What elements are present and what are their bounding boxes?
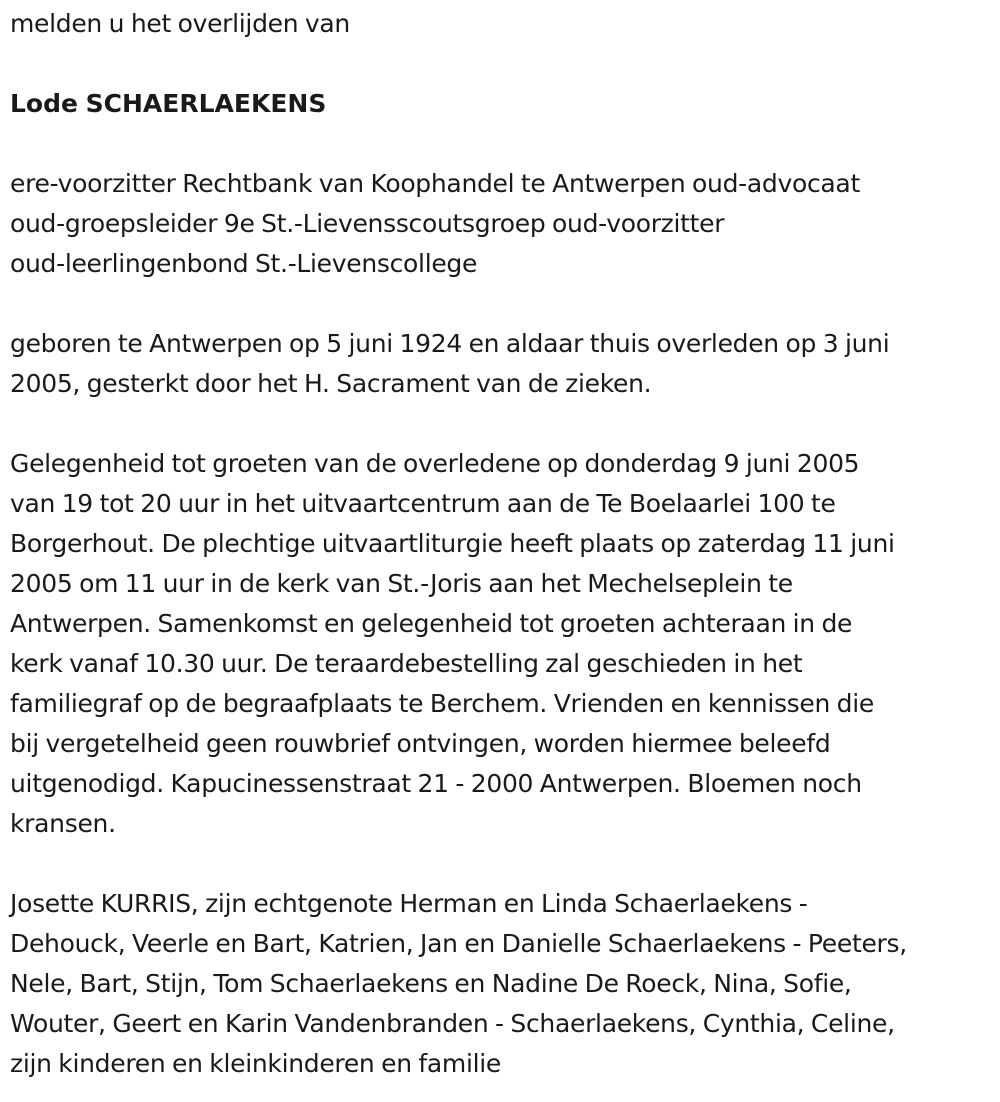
deceased-name: Lode SCHAERLAEKENS — [10, 89, 327, 118]
titles-text: ere-voorzitter Rechtbank van Koophandel te Antwerpen oud-advocaat oud-groepsleider 9e St.-Lievensscoutsgroep oud-voorzitter oud-leerlingenbond St.-Lievenscollege — [10, 169, 860, 278]
family-text: Josette KURRIS, zijn echtgenote Herman en Linda Schaerlaekens - Dehouck, Veerle en Bart, Katrien, Jan en Danielle Schaerlaekens - Peeters, Nele, Bart, Stijn, Tom Schaerlaekens en Nadine De Roeck, Nina, Sofie, Wouter, Geert en Karin Vandenbranden - Schaerlaekens, Cynthia, Celine, zijn kinderen en kleinkinderen en familie — [10, 889, 907, 1078]
birth-death-text: geboren te Antwerpen op 5 juni 1924 en aldaar thuis overleden op 3 juni 2005, gesterkt door het H. Sacrament van de zieken. — [10, 329, 890, 398]
intro-text: melden u het overlijden van — [10, 9, 350, 38]
arrangements-text: Gelegenheid tot groeten van de overledene op donderdag 9 juni 2005 van 19 tot 20 uur in het uitvaartcentrum aan de Te Boelaarlei 100 te Borgerhout. De plechtige uitvaartliturgie heeft plaats op zaterdag 11 juni 2005 om 11 uur in de kerk van St.-Joris aan het Mechelseplein te Antwerpen. Samenkomst en gelegenheid tot groeten achteraan in de kerk vanaf 10.30 uur. De teraardebestelling zal geschieden in het familiegraf op de begraafplaats te Berchem. Vrienden en kennissen die bij vergetelheid geen rouwbrief ontvingen, worden hiermee beleefd uitgenodigd. Kapucinessenstraat 21 - 2000 Antwerpen. Bloemen noch kransen. — [10, 449, 895, 838]
